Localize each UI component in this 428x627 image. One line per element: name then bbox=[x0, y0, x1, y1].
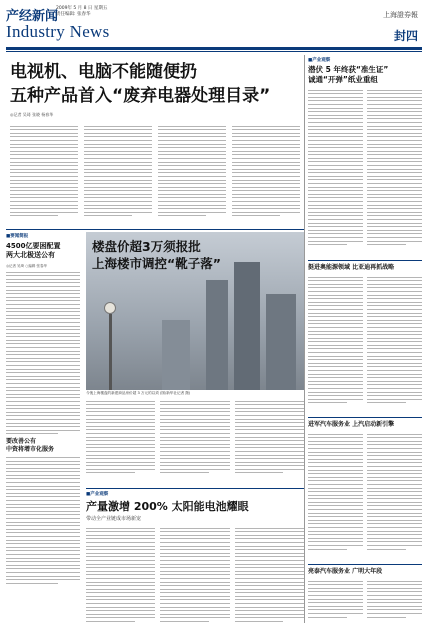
lead-body-col1 bbox=[10, 123, 78, 227]
right-divider bbox=[308, 417, 422, 418]
page-header bbox=[0, 0, 428, 55]
header-left bbox=[6, 3, 336, 47]
lead-headline-line1: 电视机、电脑不能随便扔 bbox=[10, 62, 197, 82]
photo-headline-line2: 上海楼市调控“靴子落” bbox=[92, 256, 221, 271]
lead-body-col3 bbox=[158, 123, 226, 227]
section-title: 产经新闻 bbox=[6, 9, 59, 24]
section-divider bbox=[6, 229, 304, 230]
street-lamp bbox=[104, 302, 116, 314]
lead-byline: ◎记者 吴琦 张晓 杨春华 bbox=[10, 112, 54, 117]
brief-headline bbox=[6, 242, 80, 260]
brief-byline: ◎记者 吴琦 ○编辑 张春华 bbox=[6, 264, 47, 268]
right-headline-line2: 诚通“开弹”纸业重组 bbox=[308, 75, 378, 84]
right-divider bbox=[308, 260, 422, 261]
lead-body bbox=[10, 123, 300, 227]
photo-headline-line1: 楼盘价超3万须报批 bbox=[92, 239, 201, 254]
bottom-body-col1 bbox=[86, 525, 155, 627]
brief-headline-line2: 两大北极送公有 bbox=[6, 251, 55, 259]
photo-article-col2 bbox=[160, 398, 229, 488]
brief2-headline-line1: 要改善公有 bbox=[6, 438, 37, 446]
column-rule bbox=[304, 55, 305, 623]
bottom-subhead: 带动全产业链成市场新宠 bbox=[86, 516, 142, 522]
lead-body-col4 bbox=[232, 123, 300, 227]
building-shape bbox=[266, 294, 296, 390]
brief2-headline bbox=[6, 438, 80, 454]
right-body4-col2 bbox=[367, 578, 422, 622]
lead-headline bbox=[6, 60, 304, 108]
lead-body-col2 bbox=[84, 123, 152, 227]
photo-headline bbox=[92, 238, 221, 272]
building-shape bbox=[206, 280, 228, 390]
bottom-headline: 产量激增 200% 太阳能电池耀眼 bbox=[86, 500, 249, 513]
photo-article-body bbox=[86, 398, 304, 488]
brief-body bbox=[6, 272, 80, 435]
right-body1 bbox=[308, 87, 422, 257]
right-divider bbox=[308, 564, 422, 565]
right-body1-col1 bbox=[308, 87, 363, 257]
bottom-divider bbox=[86, 488, 304, 489]
brief2-headline-line2: 中资将增市化服务 bbox=[6, 446, 55, 454]
lamp-pole bbox=[109, 314, 112, 390]
photo-caption: 今後上海楼盘的新建商品房价超 3 万元的以须 (图/新华社记者 摄) bbox=[86, 391, 191, 395]
brief-headline-line1: 4500亿要困配置 bbox=[6, 242, 61, 250]
issue-editor: 责任编辑: 张春华 bbox=[56, 12, 91, 17]
right-tag: ■产业观察 bbox=[308, 58, 331, 63]
section-english-title: Industry News bbox=[6, 22, 110, 41]
bottom-article bbox=[86, 491, 304, 627]
brief2-body bbox=[6, 457, 80, 584]
right-body3 bbox=[308, 431, 422, 561]
brief-tag: ■要闻简报 bbox=[6, 234, 29, 239]
feature-photo bbox=[86, 232, 304, 390]
bottom-body-col2 bbox=[160, 525, 229, 627]
building-shape bbox=[234, 262, 260, 390]
right-body2-col2 bbox=[367, 274, 422, 414]
right-sub1: 挺进奥能源领域 比亚迪再抓战略 bbox=[308, 264, 395, 271]
issue-date: 2009年 5 月 8 日 星期五 bbox=[56, 6, 108, 11]
building-shape bbox=[162, 320, 190, 390]
right-body3-col1 bbox=[308, 431, 363, 561]
bottom-body-col3 bbox=[235, 525, 304, 627]
right-body4 bbox=[308, 578, 422, 622]
right-headline-line1: 潜伏 5 年终获“准生证” bbox=[308, 65, 389, 74]
right-sub2: 进军汽车服务业 上汽启动新引擎 bbox=[308, 421, 395, 428]
right-body3-col2 bbox=[367, 431, 422, 561]
lead-headline-line2: 五种产品首入“废弃电器处理目录” bbox=[10, 86, 271, 106]
header-rule-thin bbox=[6, 51, 422, 52]
right-body2 bbox=[308, 274, 422, 414]
photo-article-col3 bbox=[235, 398, 304, 488]
brief-column bbox=[6, 233, 80, 586]
photo-article-col1 bbox=[86, 398, 155, 488]
right-sub4: 亮泰汽车服务业 广明大年段 bbox=[308, 568, 383, 575]
bottom-body bbox=[86, 525, 304, 627]
newspaper-logo: 上海證券報 bbox=[383, 11, 418, 19]
right-body2-col1 bbox=[308, 274, 363, 414]
right-headline bbox=[308, 65, 422, 85]
page-number: 封四 bbox=[393, 29, 418, 43]
header-rule bbox=[6, 47, 422, 50]
right-body4-col1 bbox=[308, 578, 363, 622]
issue-meta bbox=[56, 6, 107, 18]
bottom-tag: ■产业观察 bbox=[86, 492, 109, 497]
right-body1-col2 bbox=[367, 87, 422, 257]
right-column bbox=[308, 55, 422, 622]
